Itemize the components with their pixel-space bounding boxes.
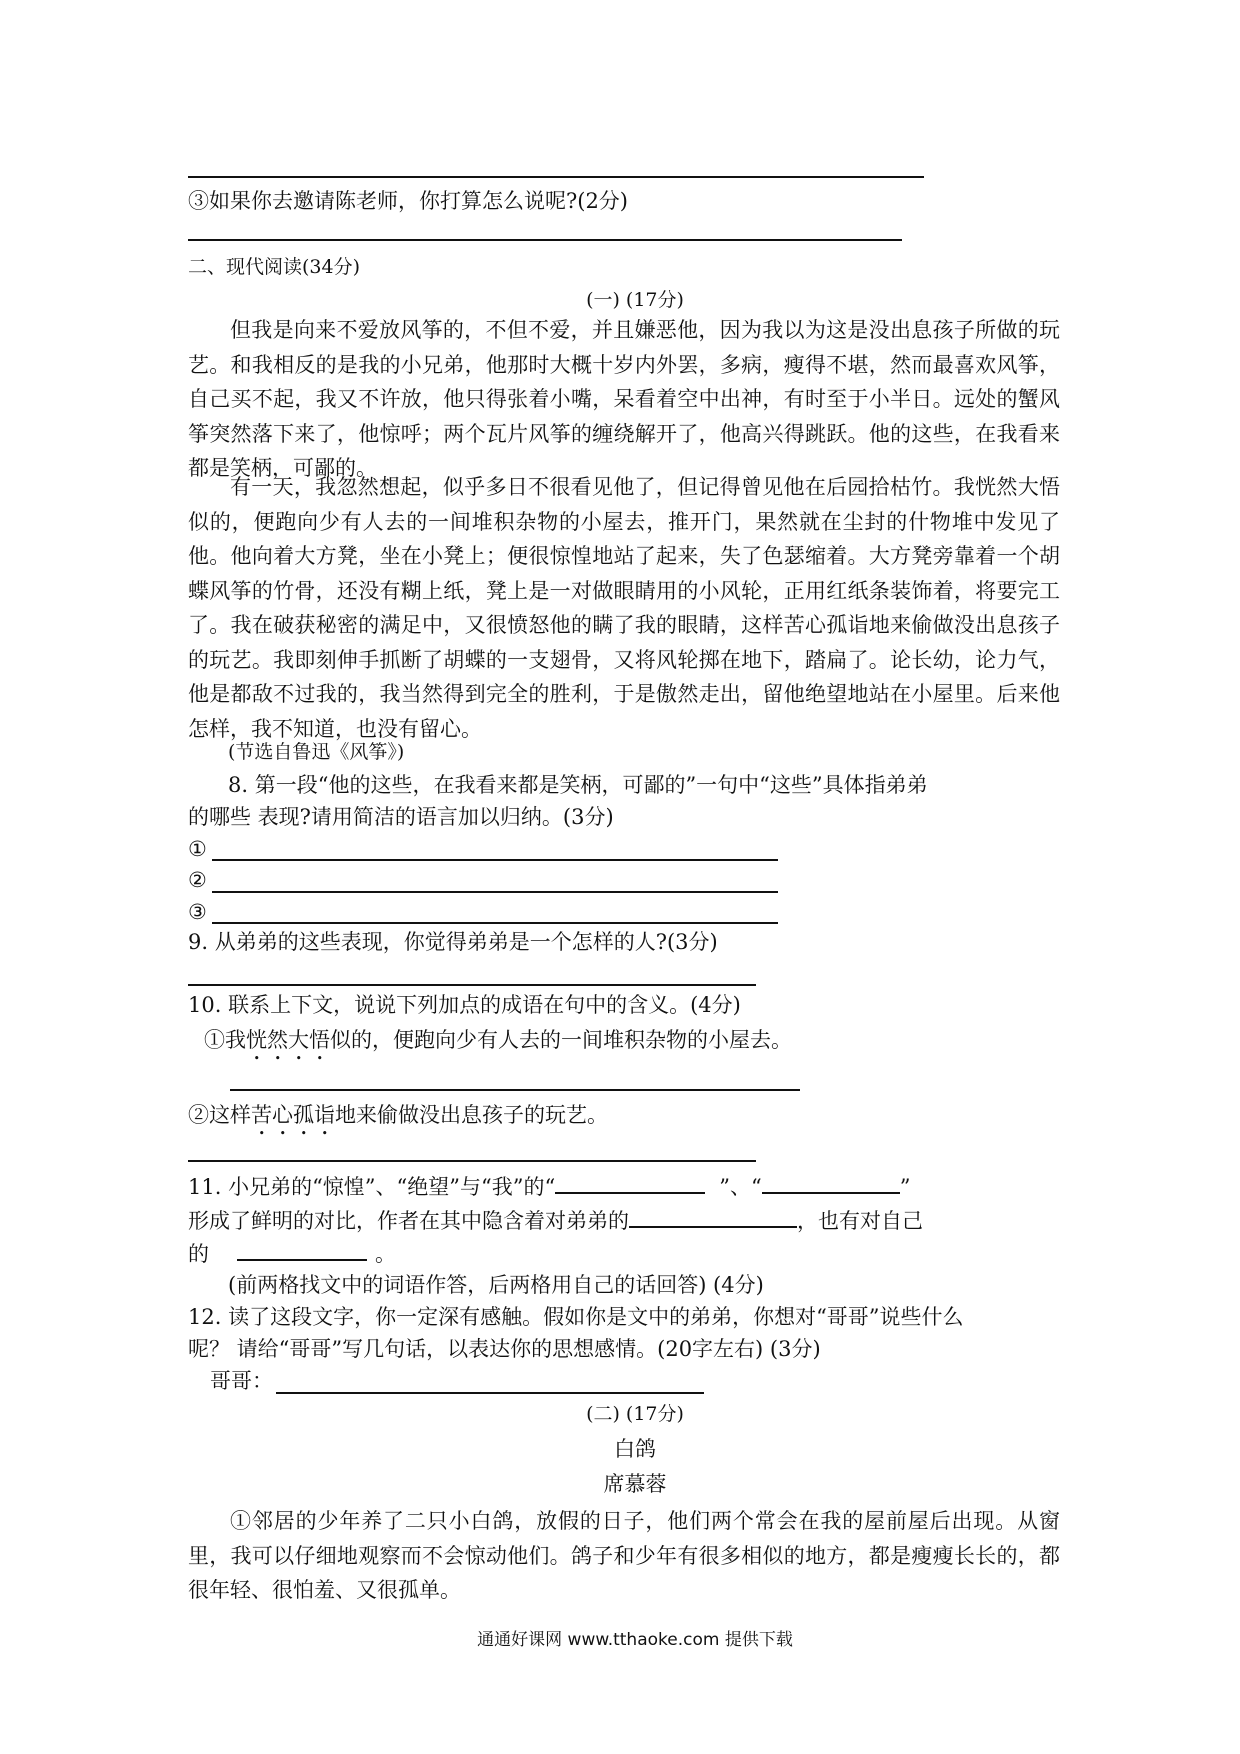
article-author: 席慕蓉	[603, 1472, 667, 1496]
answer-label: 哥哥：	[210, 1369, 273, 1393]
question-11-line2	[188, 1202, 923, 1238]
answer-line[interactable]	[276, 1392, 704, 1394]
item-text: ①我	[204, 1028, 246, 1052]
question-10-item-1	[204, 1023, 792, 1065]
item-text: ，也有对自己	[797, 1209, 923, 1233]
question-11-line1	[188, 1168, 910, 1204]
article-title: 白鸽	[614, 1437, 656, 1461]
fill-blank[interactable]	[555, 1168, 705, 1194]
answer-line[interactable]	[188, 176, 924, 178]
question-10: 10. 联系上下文，说说下列加点的成语在句中的含义。(4分)	[188, 993, 741, 1017]
item-text: ”	[899, 1175, 911, 1199]
answer-line[interactable]	[212, 891, 778, 893]
item-text: 11. 小兄弟的“惊惶”、“绝望”与“我”的“	[188, 1175, 556, 1199]
passage-paragraph: ①邻居的少年养了二只小白鸽，放假的日子，他们两个常会在我的屋前屋后出现。从窗里，我可以仔细地观察而不会惊动他们。鸽子和少年有很多相似的地方，都是瘦瘦长长的，都很年轻、很怕羞、又很孤单。	[188, 1509, 1060, 1602]
item-text: 形成了鲜明的对比，作者在其中隐含着对弟弟的	[188, 1209, 629, 1233]
item-text: 地来偷做没出息孩子的玩艺。	[335, 1103, 608, 1127]
answer-line[interactable]	[230, 1089, 800, 1091]
question-10-item-2	[188, 1098, 608, 1140]
passage-paragraph: 但我是向来不爱放风筝的，不但不爱，并且嫌恶他，因为我以为这是没出息孩子所做的玩艺。和我相反的是我的小兄弟，他那时大概十岁内外罢，多病，瘦得不堪，然而最喜欢风筝，自己买不起，我又不许放，他只得张着小嘴，呆看着空中出神，有时至于小半日。远处的蟹风筝突然落下来了，他惊呼；两个瓦片风筝的缠绕解开了，他高兴得跳跃。他的这些，在我看来都是笑柄，可鄙的。	[188, 318, 1060, 480]
answer-line[interactable]	[188, 1160, 756, 1162]
answer-marker: ②	[188, 868, 207, 892]
question-12: 12. 读了这段文字，你一定深有感触。假如你是文中的弟弟，你想对“哥哥”说些什么	[188, 1305, 964, 1329]
part2-heading: (二) (17分)	[586, 1403, 684, 1425]
passage-source: (节选自鲁迅《风筝》)	[228, 741, 405, 763]
fill-blank[interactable]	[629, 1202, 797, 1228]
answer-line[interactable]	[188, 984, 756, 986]
fill-blank[interactable]	[762, 1168, 900, 1194]
answer-line[interactable]	[212, 859, 778, 861]
question-8-cont: 的哪些 表现?请用简洁的语言加以归纳。(3分)	[188, 805, 614, 829]
question-7-3: ③如果你去邀请陈老师，你打算怎么说呢?(2分)	[188, 189, 629, 213]
question-9: 9. 从弟弟的这些表现，你觉得弟弟是一个怎样的人?(3分)	[188, 930, 718, 954]
item-text: ②这样	[188, 1103, 251, 1127]
part1-heading: (一) (17分)	[586, 289, 684, 311]
question-12-cont: 呢？ 请给“哥哥”写几句话，以表达你的思想感情。(20字左右) (3分)	[188, 1337, 821, 1361]
item-text: 似的，便跑向少有人去的一间堆积杂物的小屋去。	[330, 1028, 792, 1052]
passage-paragraph: 有一天，我忽然想起，似乎多日不很看见他了，但记得曾见他在后园拾枯竹。我恍然大悟似的，便跑向少有人去的一间堆积杂物的小屋去，推开门，果然就在尘封的什物堆中发见了他。他向着大方凳，坐在小凳上；便很惊惶地站了起来，失了色瑟缩着。大方凳旁靠着一个胡蝶风筝的竹骨，还没有糊上纸，凳上是一对做眼睛用的小风轮，正用红纸条装饰着，将要完工了。我在破获秘密的满足中，又很愤怒他的瞒了我的眼睛，这样苦心孤诣地来偷做没出息孩子的玩艺。我即刻伸手抓断了胡蝶的一支翅骨，又将风轮掷在地下，踏扁了。论长幼，论力气，他是都敌不过我的，我当然得到完全的胜利，于是傲然走出，留他绝望地站在小屋里。后来他怎样，我不知道，也没有留心。	[188, 475, 1060, 741]
dotted-idiom: 恍然大悟	[246, 1028, 330, 1052]
fill-blank[interactable]	[237, 1235, 367, 1261]
question-11-line3	[188, 1235, 396, 1271]
dotted-idiom: 苦心孤诣	[251, 1103, 335, 1127]
answer-line[interactable]	[212, 922, 778, 924]
item-text: ”、“	[719, 1175, 762, 1199]
question-11-note: (前两格找文中的词语作答，后两格用自己的话回答) (4分)	[228, 1273, 764, 1297]
question-8: 8. 第一段“他的这些，在我看来都是笑柄，可鄙的”一句中“这些”具体指弟弟	[228, 773, 928, 797]
item-text: 。	[375, 1242, 396, 1266]
answer-marker: ③	[188, 900, 207, 924]
answer-line[interactable]	[188, 239, 902, 241]
answer-marker: ①	[188, 837, 207, 861]
item-text: 的	[188, 1242, 209, 1266]
page-footer: 通通好课网 www.tthaoke.com 提供下载	[477, 1630, 793, 1650]
section-title: 二、现代阅读(34分)	[188, 256, 361, 278]
